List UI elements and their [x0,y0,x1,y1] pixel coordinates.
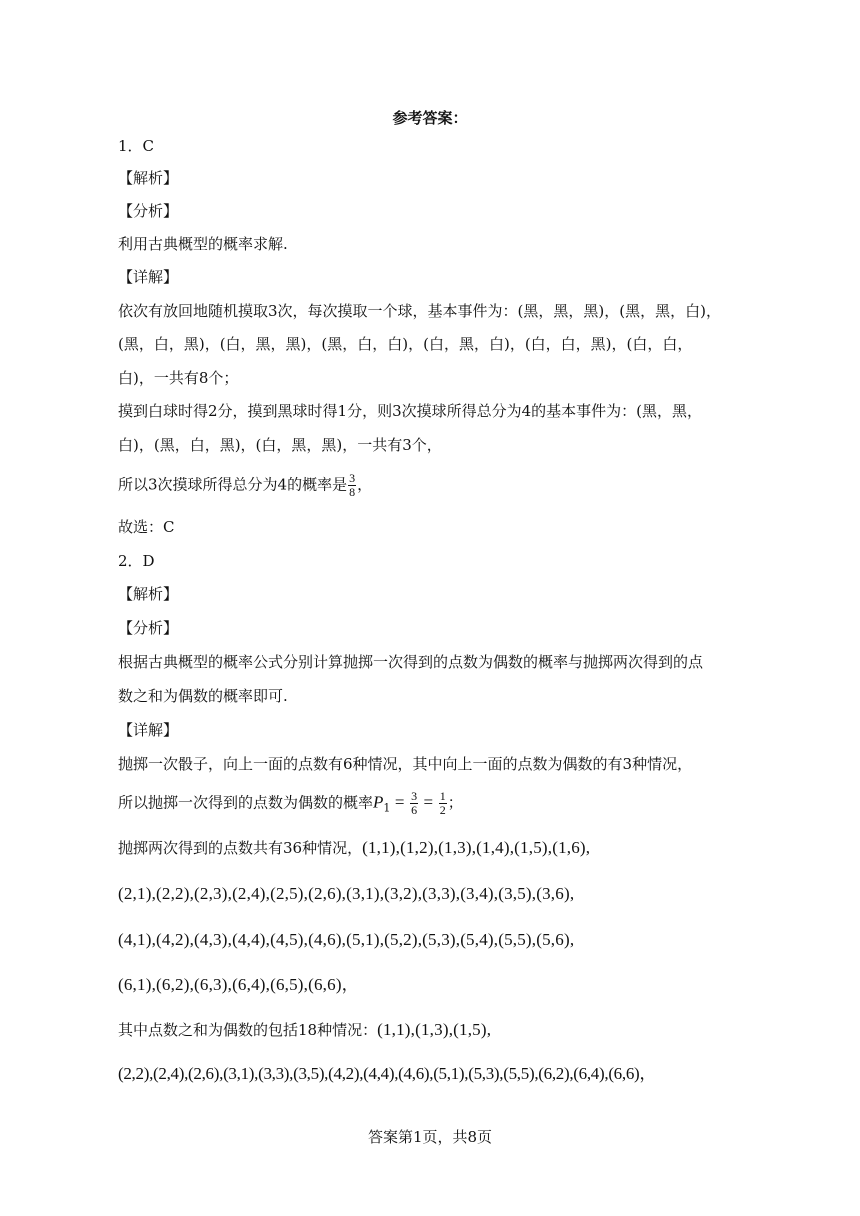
q1-jiexi-label: 【解析】 [118,169,179,187]
equals-sign: = [419,792,438,812]
q1-detail-line: 白)，一共有8个； [118,369,239,387]
q2-outcomes-line [118,884,748,904]
q2-probability-text: 所以抛掷一次得到的点数为偶数的概率 [118,793,374,812]
q1-fenxi-label: 【分析】 [118,202,179,220]
q1-probability-text: 所以3次摸球所得总分为4的概率是 [118,475,348,494]
q1-heading: 1．C [118,137,155,155]
page-footer: 答案第1页，共8页 [367,1128,493,1146]
outcomes-math: (2,1),(2,2),(2,3),(2,4),(2,5),(2,6),(3,1),(3,2),(3,3),(3,4),(3,5),(3,6), [118,884,575,903]
equals-sign: = [390,792,410,812]
punctuation: ； [447,793,463,812]
q2-even-text: 其中点数之和为偶数的包括18种情况： [118,1021,378,1039]
q2-probability-line [118,790,748,819]
fraction-numerator: 1 [439,789,446,803]
q1-detail-line: 白)，(黑，白，黑)，(白，黑，黑)，一共有3个， [118,436,442,454]
fraction-numerator: 3 [411,789,418,803]
q2-detail-line: 抛掷一次骰子，向上一面的点数有6种情况，其中向上一面的点数为偶数的有3种情况， [118,755,693,773]
q2-outcomes-text: 抛掷两次得到的点数共有36种情况， [118,839,363,857]
subscript: 1 [383,801,391,815]
fraction-denominator: 6 [411,803,418,817]
q2-even-line [118,1020,748,1040]
outcomes-math: (4,1),(4,2),(4,3),(4,4),(4,5),(4,6),(5,1),(5,2),(5,3),(5,4),(5,5),(5,6), [118,930,575,949]
q1-probability-line [118,472,748,499]
q2-outcomes-line [118,930,748,950]
punctuation: ， [357,475,373,494]
q1-detail-line: 依次有放回地随机摸取3次，每次摸取一个球，基本事件为：(黑，黑，黑)，(黑，黑，白)， [118,302,721,320]
q2-analysis-line: 根据古典概型的概率公式分别计算抛掷一次得到的点数为偶数的概率与抛掷两次得到的点 [118,653,704,671]
q1-detail-line: (黑，白，黑)，(白，黑，黑)，(黑，白，白)，(白，黑，白)，(白，白，黑)，(白，白， [118,335,693,353]
q2-outcomes-line [118,975,748,995]
fraction [348,472,356,499]
q2-fenxi-label: 【分析】 [118,619,179,637]
even-outcomes-math: (1,1),(1,3),(1,5), [377,1020,492,1039]
q2-heading: 2．D [118,552,155,570]
q1-analysis: 利用古典概型的概率求解. [118,235,288,253]
even-outcomes-math: (2,2),(2,4),(2,6),(3,1),(3,3),(3,5),(4,2),(4,4),(4,6),(5,1),(5,3),(5,5),(6,2),(6,4),(6,6)， [118,1064,657,1083]
q2-analysis-line: 数之和为偶数的概率即可. [118,687,288,705]
fraction [410,790,418,817]
outcomes-math: (6,1),(6,2),(6,3),(6,4),(6,5),(6,6)， [118,975,359,994]
fraction-denominator: 8 [349,485,356,499]
q1-detail-line: 摸到白球时得2分，摸到黑球时得1分，则3次摸球所得总分为4的基本事件为：(黑，黑， [118,402,703,420]
fraction-numerator: 3 [349,471,356,485]
q1-answer: 故选：C [118,518,175,536]
q2-even-line [118,1064,748,1084]
q2-xiangjie-label: 【详解】 [118,721,179,739]
outcomes-math: (1,1),(1,2),(1,3),(1,4),(1,5),(1,6), [362,838,591,857]
q2-outcomes-line [118,838,748,858]
q1-xiangjie-label: 【详解】 [118,268,179,286]
fraction [439,790,447,817]
fraction-denominator: 2 [439,803,446,817]
page-title: 参考答案： [392,109,468,127]
probability-symbol: P [373,792,384,812]
q2-jiexi-label: 【解析】 [118,585,179,603]
